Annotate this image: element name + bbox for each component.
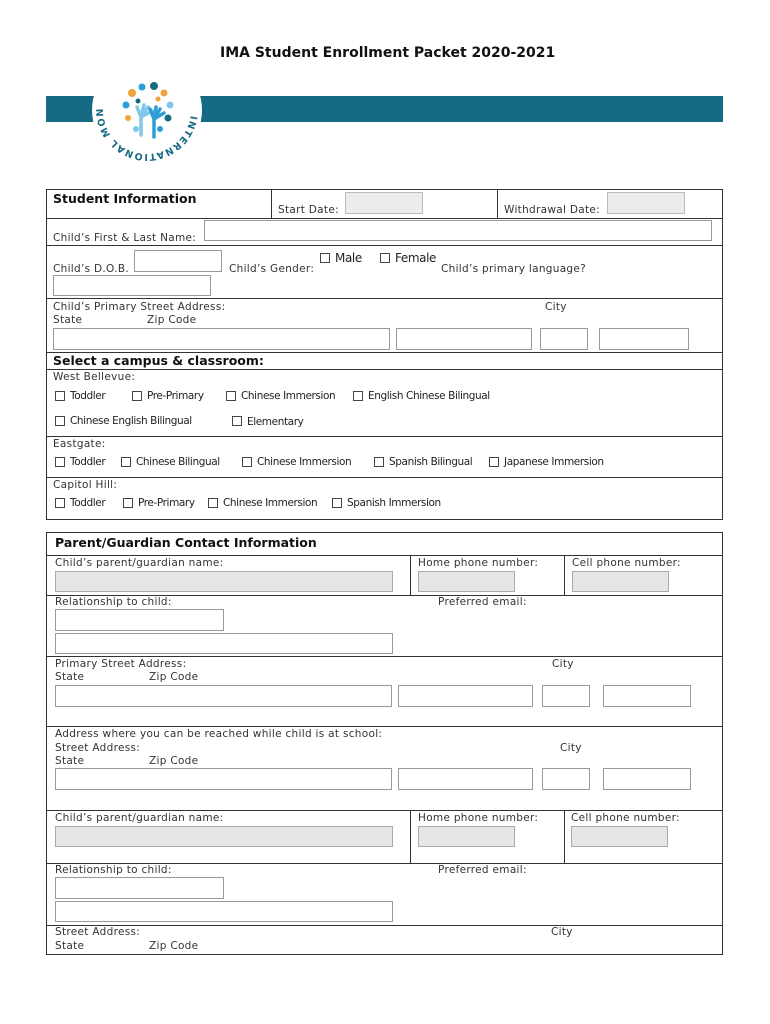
wb-chinese-immersion-label: Chinese Immersion xyxy=(241,390,336,402)
wb-chinese-immersion-checkbox[interactable] xyxy=(226,391,236,401)
eg-chinese-immersion-checkbox[interactable] xyxy=(242,457,252,467)
ch-chinese-immersion-label: Chinese Immersion xyxy=(223,497,318,509)
relationship2-field[interactable] xyxy=(55,877,224,899)
primary-city-label: City xyxy=(552,658,574,670)
eastgate-label: Eastgate: xyxy=(53,438,106,450)
state-field[interactable] xyxy=(540,328,588,350)
state2-label: State xyxy=(55,940,85,952)
reach-street-field[interactable] xyxy=(55,768,392,790)
city2-label: City xyxy=(551,926,573,938)
primary-address-label: Primary Street Address: xyxy=(55,658,187,670)
gender-label: Child’s Gender: xyxy=(229,263,315,275)
wb-toddler-checkbox[interactable] xyxy=(55,391,65,401)
ch-spanish-immersion-label: Spanish Immersion xyxy=(347,497,441,509)
withdrawal-date-field[interactable] xyxy=(607,192,685,214)
eg-spanish-bilingual-label: Spanish Bilingual xyxy=(389,456,473,468)
parent-info-header: Parent/Guardian Contact Information xyxy=(55,535,317,550)
dob-field-extra[interactable] xyxy=(53,275,211,296)
primary-zip-label: Zip Code xyxy=(149,671,199,683)
wb-toddler-label: Toddler xyxy=(70,390,106,402)
ch-spanish-immersion-checkbox[interactable] xyxy=(332,498,342,508)
home-phone-label: Home phone number: xyxy=(418,557,539,569)
gender-male-checkbox[interactable] xyxy=(320,253,330,263)
reach-city-label: City xyxy=(560,742,582,754)
reach-state-label: State xyxy=(55,755,85,767)
gender-male-label: Male xyxy=(335,251,362,265)
address-label: Child’s Primary Street Address: xyxy=(53,301,226,313)
page-title: IMA Student Enrollment Packet 2020-2021 xyxy=(220,45,556,61)
guardian-name-field[interactable] xyxy=(55,571,393,592)
street2-label: Street Address: xyxy=(55,926,141,938)
eg-japanese-immersion-checkbox[interactable] xyxy=(489,457,499,467)
reach-city-field[interactable] xyxy=(398,768,533,790)
dob-field[interactable] xyxy=(134,250,222,272)
eg-chinese-bilingual-label: Chinese Bilingual xyxy=(136,456,220,468)
relationship2-field-extra[interactable] xyxy=(55,901,393,922)
student-info-header: Student Information xyxy=(53,191,197,206)
west-bellevue-label: West Bellevue: xyxy=(53,371,136,383)
logo-ring-text: INTERNATIONAL MON xyxy=(94,107,199,163)
home-phone2-label: Home phone number: xyxy=(418,812,539,824)
eg-toddler-label: Toddler xyxy=(70,456,106,468)
city-field[interactable] xyxy=(396,328,532,350)
reach-state-field[interactable] xyxy=(542,768,590,790)
street-address-field[interactable] xyxy=(53,328,390,350)
guardian-name-label: Child’s parent/guardian name: xyxy=(55,557,224,569)
child-name-label: Child’s First & Last Name: xyxy=(53,232,197,244)
ch-preprimary-label: Pre-Primary xyxy=(138,497,195,509)
home-phone2-field[interactable] xyxy=(418,826,515,847)
gender-female-checkbox[interactable] xyxy=(380,253,390,263)
eg-japanese-immersion-label: Japanese Immersion xyxy=(504,456,604,468)
wb-chinese-english-label: Chinese English Bilingual xyxy=(70,415,192,427)
home-phone-field[interactable] xyxy=(418,571,515,592)
dob-label: Child’s D.O.B. xyxy=(53,263,129,275)
email2-label: Preferred email: xyxy=(438,864,527,876)
city-label: City xyxy=(545,301,567,313)
eg-spanish-bilingual-checkbox[interactable] xyxy=(374,457,384,467)
zip-field[interactable] xyxy=(599,328,689,350)
wb-chinese-english-checkbox[interactable] xyxy=(55,416,65,426)
reach-zip-field[interactable] xyxy=(603,768,691,790)
eg-chinese-immersion-label: Chinese Immersion xyxy=(257,456,352,468)
start-date-field[interactable] xyxy=(345,192,423,214)
eg-toddler-checkbox[interactable] xyxy=(55,457,65,467)
reach-address-label: Address where you can be reached while child is at school: xyxy=(55,728,383,740)
wb-english-chinese-label: English Chinese Bilingual xyxy=(368,390,490,402)
primary-state-label: State xyxy=(55,671,85,683)
wb-elementary-label: Elementary xyxy=(247,416,304,428)
zip-label: Zip Code xyxy=(147,314,197,326)
cell-phone-field[interactable] xyxy=(572,571,669,592)
capitol-hill-label: Capitol Hill: xyxy=(53,479,118,491)
guardian2-name-label: Child’s parent/guardian name: xyxy=(55,812,224,824)
zip2-label: Zip Code xyxy=(149,940,199,952)
relationship-label: Relationship to child: xyxy=(55,596,172,608)
campus-header: Select a campus & classroom: xyxy=(53,353,264,368)
language-label: Child’s primary language? xyxy=(441,263,587,275)
academy-logo xyxy=(92,55,202,165)
relationship-field[interactable] xyxy=(55,609,224,631)
guardian2-name-field[interactable] xyxy=(55,826,393,847)
start-date-label: Start Date: xyxy=(278,204,339,216)
primary-state-field[interactable] xyxy=(542,685,590,707)
reach-street-label: Street Address: xyxy=(55,742,141,754)
ch-toddler-label: Toddler xyxy=(70,497,106,509)
eg-chinese-bilingual-checkbox[interactable] xyxy=(121,457,131,467)
primary-zip-field[interactable] xyxy=(603,685,691,707)
wb-preprimary-checkbox[interactable] xyxy=(132,391,142,401)
logo-emblem-icon xyxy=(92,55,202,165)
cell-phone2-label: Cell phone number: xyxy=(571,812,680,824)
cell-phone-label: Cell phone number: xyxy=(572,557,681,569)
ch-chinese-immersion-checkbox[interactable] xyxy=(208,498,218,508)
email-label: Preferred email: xyxy=(438,596,527,608)
wb-preprimary-label: Pre-Primary xyxy=(147,390,204,402)
wb-english-chinese-checkbox[interactable] xyxy=(353,391,363,401)
ch-toddler-checkbox[interactable] xyxy=(55,498,65,508)
ch-preprimary-checkbox[interactable] xyxy=(123,498,133,508)
cell-phone2-field[interactable] xyxy=(571,826,668,847)
child-name-field[interactable] xyxy=(204,220,712,241)
gender-female-label: Female xyxy=(395,251,436,265)
primary-street-field[interactable] xyxy=(55,685,392,707)
wb-elementary-checkbox[interactable] xyxy=(232,416,242,426)
state-label: State xyxy=(53,314,83,326)
reach-zip-label: Zip Code xyxy=(149,755,199,767)
relationship2-label: Relationship to child: xyxy=(55,864,172,876)
withdrawal-date-label: Withdrawal Date: xyxy=(504,204,600,216)
relationship-field-extra[interactable] xyxy=(55,633,393,654)
primary-city-field[interactable] xyxy=(398,685,533,707)
